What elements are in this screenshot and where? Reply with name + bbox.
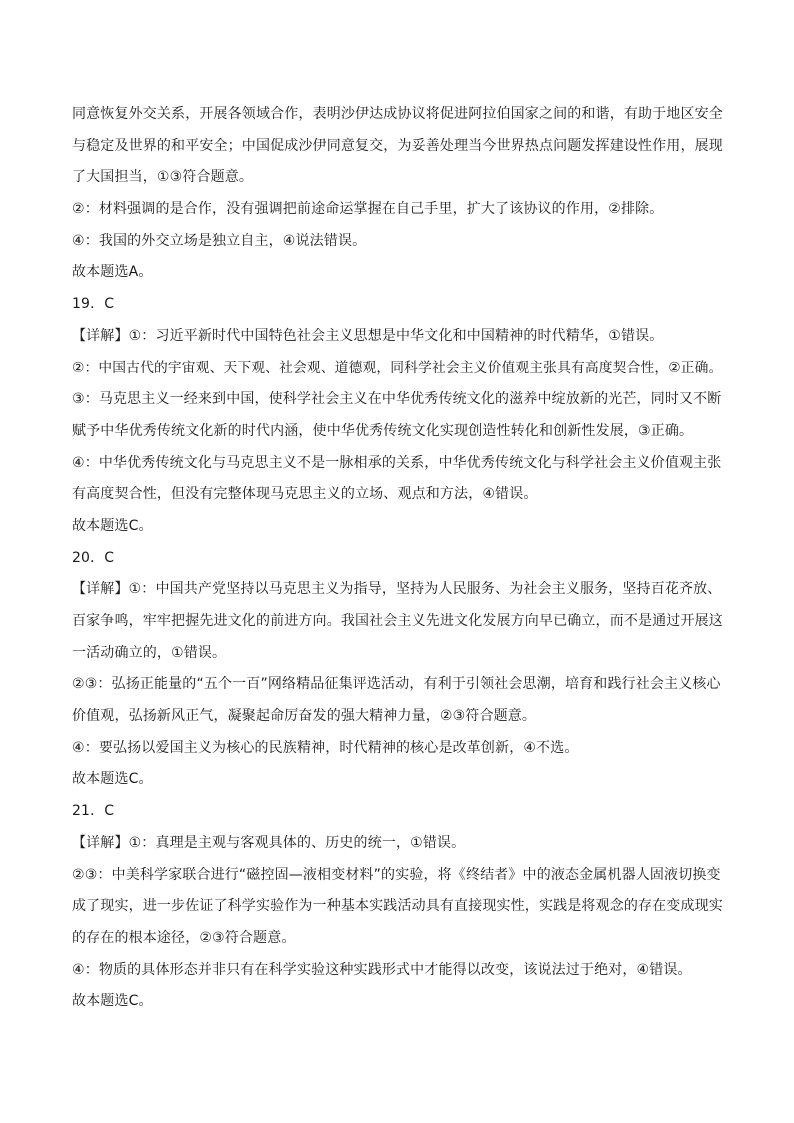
- text-line: 同意恢复外交关系，开展各领域合作，表明沙伊达成协议将促进阿拉伯国家之间的和谐，有助于地区安全: [72, 106, 723, 122]
- text-line: 【详解】①：中国共产党坚持以马克思主义为指导，坚持为人民服务、为社会主义服务，坚持百花齐放、: [72, 581, 722, 598]
- question-number: 19．C: [72, 296, 115, 313]
- answer-line: 故本题选C。: [72, 771, 153, 788]
- text-line: ④：中华优秀传统文化与马克思主义不是一脉相承的关系，中华优秀传统文化与科学社会主义价值观主张: [72, 454, 722, 471]
- answer-line: 故本题选C。: [72, 517, 153, 534]
- text-line: 赋予中华优秀传统文化新的时代内涵，使中华优秀传统文化实现创造性转化和创新性发展，③正确。: [72, 422, 694, 439]
- text-line: 与稳定及世界的和平安全；中国促成沙伊同意复交，为妥善处理当今世界热点问题发挥建设性作用，展现: [72, 137, 723, 154]
- text-line: ④：物质的具体形态并非只有在科学实验这种实践形式中才能得以改变，该说法过于绝对，④错误。: [72, 961, 692, 978]
- text-line: 【详解】①：习近平新时代中国特色社会主义思想是中华文化和中国精神的时代精华，①错误。: [72, 327, 664, 344]
- question-number: 21．C: [72, 803, 115, 820]
- text-line: ③：马克思主义一经来到中国，使科学社会主义在中华优秀传统文化的滋养中绽放新的光芒，同时又不断: [72, 391, 722, 408]
- text-line: ④：我国的外交立场是独立自主，④说法错误。: [72, 232, 367, 249]
- answer-page: [72, 99, 724, 1018]
- text-line: 的存在的根本途径，②③符合题意。: [72, 929, 296, 946]
- question-number: 20．C: [72, 549, 115, 566]
- text-line: 一活动确立的，①错误。: [72, 644, 227, 661]
- text-line: ④：要弘扬以爱国主义为核心的民族精神，时代精神的核心是改革创新，④不选。: [72, 739, 579, 756]
- text-line: 百家争鸣，牢牢把握先进文化的前进方向。我国社会主义先进文化发展方向早已确立，而不是通过开展这: [72, 613, 723, 629]
- text-line: 【详解】①：真理是主观与客观具体的、历史的统一，①错误。: [72, 834, 466, 851]
- answer-line: 故本题选A。: [72, 264, 153, 281]
- text-line: 有高度契合性，但没有完整体现马克思主义的立场、观点和方法，④错误。: [72, 486, 538, 503]
- text-line: 了大国担当，①③符合题意。: [72, 169, 254, 186]
- text-line: ②③：中美科学家联合进行“磁控固—液相变材料”的实验，将《终结者》中的液态金属机器人固液切换变: [72, 866, 721, 883]
- text-line: 成了现实，进一步佐证了科学实验作为一种基本实践活动具有直接现实性，实践是将观念的存在变成现实: [72, 898, 723, 915]
- text-line: ②③：弘扬正能量的“五个一百”网络精品征集评选活动，有利于引领社会思潮，培育和践行社会主义核心: [72, 676, 721, 693]
- text-line: ②：中国古代的宇宙观、天下观、社会观、道德观，同科学社会主义价值观主张具有高度契合性，②正确。: [72, 359, 723, 376]
- text-line: 价值观，弘扬新风正气，凝聚起命厉奋发的强大精神力量，②③符合题意。: [72, 708, 537, 725]
- text-line: ②：材料强调的是合作，没有强调把前途命运掌握在自己手里，扩大了该协议的作用，②排除。: [72, 201, 664, 218]
- answer-line: 故本题选C。: [72, 993, 153, 1010]
